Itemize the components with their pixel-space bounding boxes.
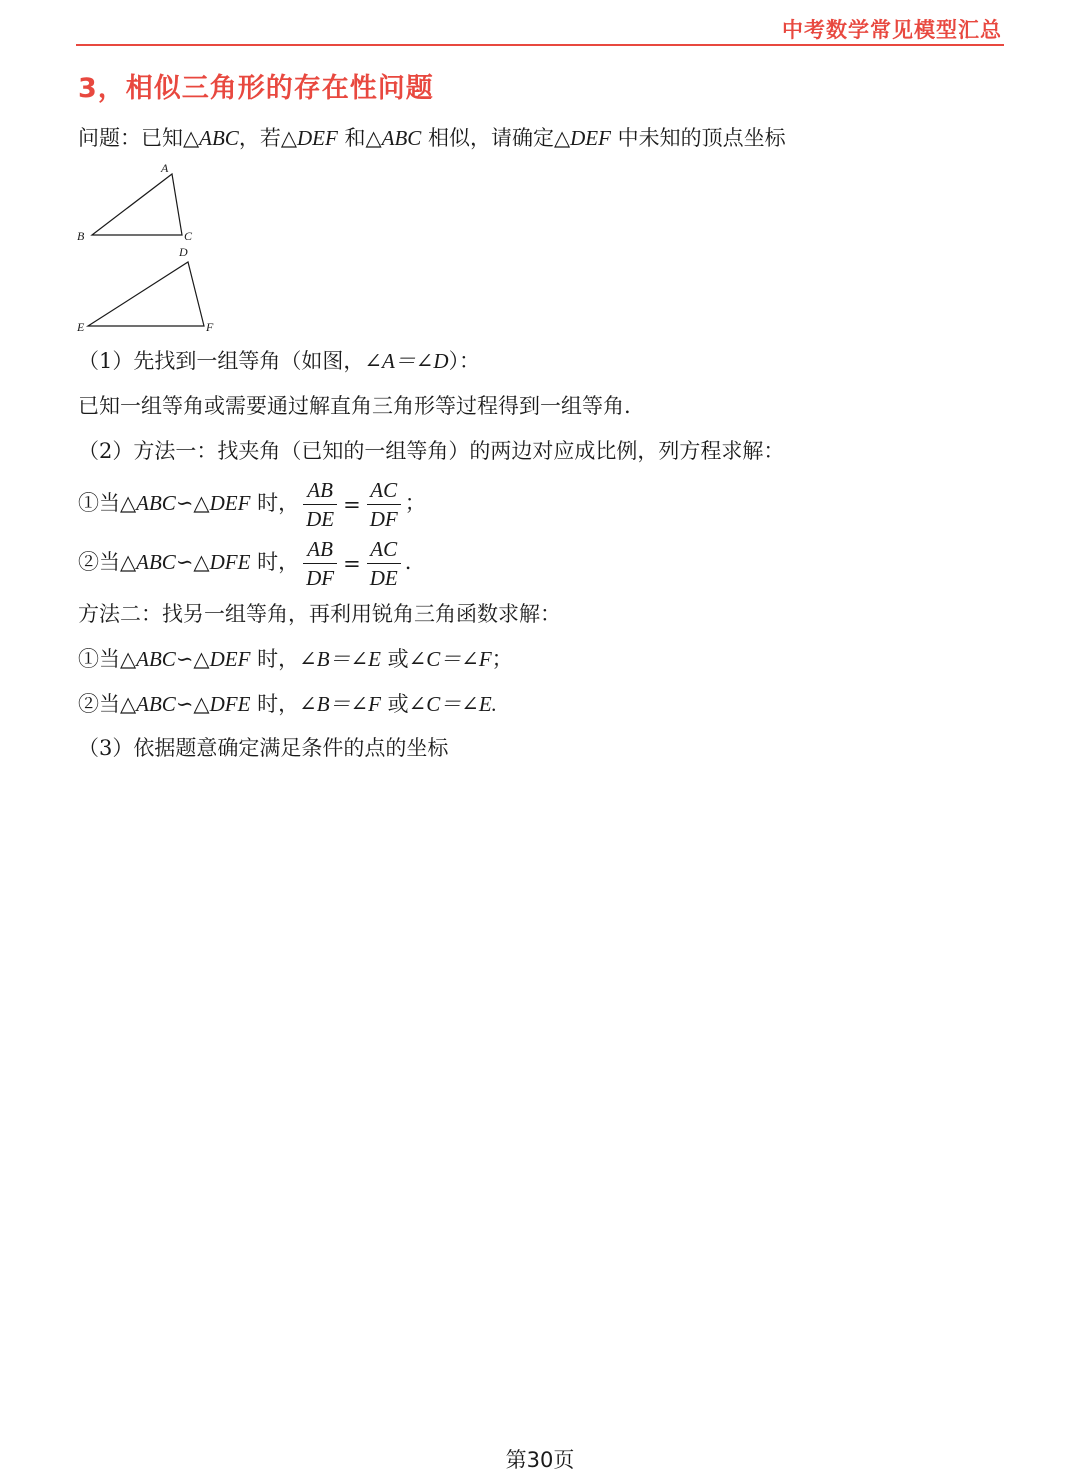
fraction-numerator: AC — [367, 535, 401, 564]
header-divider — [76, 44, 1004, 46]
problem-mid2: 和△ — [337, 126, 382, 150]
step1-detail: 已知一组等角或需要通过解直角三角形等过程得到一组等角. — [78, 394, 631, 418]
method1-case2 — [78, 533, 411, 593]
vertex-label-d: D — [179, 245, 188, 259]
case1-end: ； — [404, 491, 426, 515]
case2-fraction-2 — [367, 535, 401, 592]
step3-line: （3）依据题意确定满足条件的点的坐标 — [78, 736, 449, 760]
vertex-label-e: E — [77, 320, 85, 334]
equals-sign: = — [343, 492, 361, 517]
m2-case1-condition-2: ∠C＝∠F — [408, 647, 492, 671]
vertex-label-a: A — [161, 161, 169, 175]
m2-case1-or: 或 — [380, 647, 409, 671]
fraction-numerator: AB — [303, 476, 337, 505]
step2-line: （2）方法一：找夹角（已知的一组等角）的两边对应成比例，列方程求解： — [78, 439, 785, 463]
triangle-abc-shape — [92, 174, 182, 235]
method2-case1 — [78, 645, 513, 673]
m2-case1-right-triangle: DEF — [209, 647, 251, 671]
triangle-abc: ABC — [199, 126, 239, 150]
m2-case1-left-triangle: ABC — [136, 647, 176, 671]
problem-mid1: ，若△ — [238, 126, 297, 150]
similar-symbol: ∽△ — [175, 491, 210, 515]
triangle-def: DEF — [570, 126, 611, 150]
case2-left-triangle: ABC — [136, 550, 176, 574]
case1-when: 时， — [250, 491, 300, 515]
case1-right-triangle: DEF — [209, 491, 251, 515]
fraction-denominator: DE — [369, 566, 398, 590]
case2-prefix: ②当△ — [78, 550, 137, 574]
page-number: 第30页 — [505, 1448, 575, 1472]
m2-case2-left-triangle: ABC — [136, 692, 176, 716]
step1-suffix: ）： — [448, 349, 481, 373]
method2-case2 — [78, 690, 497, 718]
case1-fraction-1 — [303, 476, 337, 533]
m2-case2-when: 时， — [250, 692, 300, 716]
case2-right-triangle: DFE — [209, 550, 251, 574]
problem-suffix: 中未知的顶点坐标 — [610, 126, 786, 150]
similar-symbol: ∽△ — [175, 692, 210, 716]
step1-prefix: （1）先找到一组等角（如图， — [78, 349, 365, 373]
m2-case1-end: ； — [491, 647, 513, 671]
header-title: 中考数学常见模型汇总 — [782, 18, 1002, 42]
fraction-numerator: AC — [367, 476, 401, 505]
m2-case1-prefix: ①当△ — [78, 647, 137, 671]
problem-mid3: 相似，请确定△ — [421, 126, 571, 150]
m2-case2-condition-2: ∠C＝∠E. — [408, 692, 497, 716]
similar-symbol: ∽△ — [175, 647, 210, 671]
triangle-abc: ABC — [381, 126, 422, 150]
equals-sign: = — [343, 551, 361, 576]
case1-left-triangle: ABC — [136, 491, 176, 515]
problem-statement — [78, 124, 786, 152]
problem-prefix: 问题：已知△ — [78, 126, 200, 150]
triangle-def: DEF — [296, 126, 338, 150]
vertex-label-f: F — [206, 320, 214, 334]
triangle-def-shape — [88, 262, 204, 326]
section-title: 3，相似三角形的存在性问题 — [78, 73, 434, 104]
similar-symbol: ∽△ — [175, 550, 210, 574]
case2-fraction-1 — [303, 535, 337, 592]
fraction-numerator: AB — [303, 535, 337, 564]
fraction-denominator: DF — [369, 507, 398, 531]
m2-case2-right-triangle: DFE — [209, 692, 251, 716]
m2-case1-when: 时， — [250, 647, 300, 671]
m2-case2-prefix: ②当△ — [78, 692, 137, 716]
step1-line — [78, 347, 480, 375]
case1-prefix: ①当△ — [78, 491, 137, 515]
case2-end: . — [404, 550, 412, 574]
method2-line: 方法二：找另一组等角，再利用锐角三角函数求解： — [78, 602, 561, 626]
m2-case2-or: 或 — [380, 692, 409, 716]
step1-angle-equality: ∠A＝∠D — [364, 349, 449, 373]
method1-case1 — [78, 474, 426, 534]
vertex-label-b: B — [77, 229, 85, 243]
case2-when: 时， — [250, 550, 300, 574]
case1-fraction-2 — [367, 476, 401, 533]
fraction-denominator: DE — [306, 507, 335, 531]
vertex-label-c: C — [184, 229, 193, 243]
m2-case2-condition-1: ∠B＝∠F — [299, 692, 381, 716]
m2-case1-condition-1: ∠B＝∠E — [299, 647, 381, 671]
fraction-denominator: DF — [306, 566, 335, 590]
similar-triangles-figure — [74, 160, 224, 340]
